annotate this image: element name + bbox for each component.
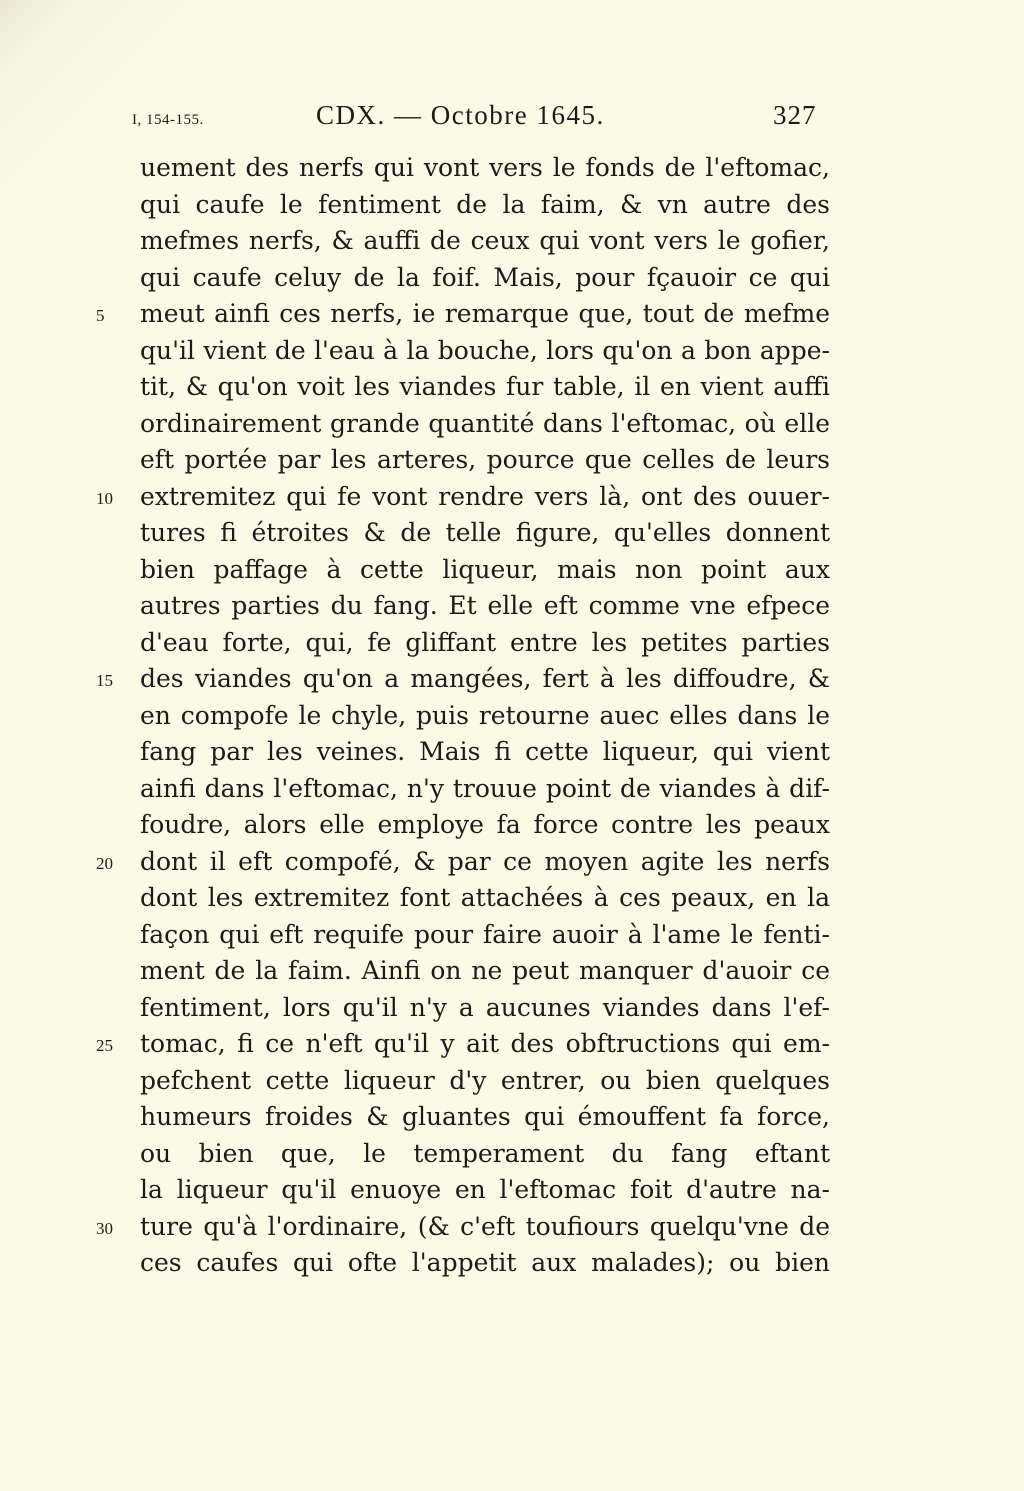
text-line [96,844,830,881]
text-line [140,1099,830,1136]
line-text: la liqueur qu'il enuoye en l'eftomac foit d'autre na- [140,1175,830,1204]
line-number: 30 [96,1218,113,1238]
text-line [96,296,830,333]
line-number: 25 [96,1036,113,1055]
text-line [140,698,830,735]
text-line [140,406,830,443]
text-line [140,442,830,479]
line-text: des viandes qu'on a mangées, fert à les diffoudre, & [140,664,830,693]
line-text: foudre, alors elle employe fa force contre les peaux [140,810,830,839]
text-line [96,1209,830,1246]
line-text: extremitez qui fe vont rendre vers là, ont des ouuer- [140,481,830,511]
line-text: tures fi étroites & de telle figure, qu'elles donnent [140,518,830,547]
line-text: ture qu'à l'ordinaire, (& c'eft toufiours quelqu'vne de [140,1211,830,1241]
text-line [140,187,830,224]
line-text: fentiment, lors qu'il n'y a aucunes viandes dans l'ef- [140,992,830,1022]
line-text: ment de la faim. Ainfi on ne peut manquer d'auoir ce [140,956,830,985]
line-text: qui caufe le fentiment de la faim, & vn autre des [140,189,830,219]
text-line [140,588,830,625]
text-line [140,734,830,771]
text-line [140,1172,830,1209]
text-line [96,1026,830,1063]
text-line [96,661,830,698]
line-text: tomac, fi ce n'eft qu'il y ait des obftructions qui em- [140,1029,830,1058]
line-text: en compofe le chyle, puis retourne auec elles dans le [140,700,830,730]
line-text: eft portée par les arteres, pource que celles de leurs [140,445,830,474]
line-text: qui caufe celuy de la foif. Mais, pour fçauoir ce qui [140,262,830,292]
text-line [140,1136,830,1173]
text-line [140,223,830,260]
line-number: 10 [96,488,113,508]
text-line [140,333,830,370]
line-text: dont il eft compofé, & par ce moyen agite les nerfs [140,846,830,876]
line-text: ou bien que, le temperament du fang eftant [140,1138,830,1168]
letter-title: CDX. — Octobre 1645. [316,100,605,130]
running-header [0,98,1024,138]
text-line [140,1245,830,1282]
text-line [140,150,830,187]
line-text: façon qui eft requife pour faire auoir à l'ame le fenti- [140,919,830,949]
line-text: ainfi dans l'eftomac, n'y trouue point de viandes à dif- [140,773,830,803]
line-text: pefchent cette liqueur d'y entrer, ou bien quelques [140,1065,830,1095]
text-line [140,771,830,808]
line-text: ces caufes qui ofte l'appetit aux malades); ou bien [140,1248,830,1277]
text-line [140,260,830,297]
line-number: 15 [96,671,113,690]
text-line [140,807,830,844]
line-number: 5 [96,306,105,325]
line-text: humeurs froides & gluantes qui émouffent fa force, [140,1102,830,1131]
line-text: uement des nerfs qui vont vers le fonds de l'eftomac, [140,153,830,182]
text-line [140,917,830,954]
text-line [140,953,830,990]
text-line [140,515,830,552]
text-line [96,479,830,516]
letter-body [96,150,830,1282]
text-line [140,369,830,406]
text-line [140,552,830,589]
line-text: dont les extremitez font attachées à ces peaux, en la [140,883,830,912]
text-line [140,990,830,1027]
line-text: d'eau forte, qui, fe gliffant entre les petites parties [140,627,830,657]
line-text: bien paffage à cette liqueur, mais non point aux [140,554,830,584]
line-number: 20 [96,853,113,873]
line-text: ordinairement grande quantité dans l'eftomac, où elle [140,408,830,438]
line-text: mefmes nerfs, & auffi de ceux qui vont vers le gofier, [140,226,830,255]
line-text: autres parties du fang. Et elle eft comme vne efpece [140,591,830,620]
line-text: meut ainfi ces nerfs, ie remarque que, tout de mefme [140,299,830,328]
line-text: fang par les veines. Mais fi cette liqueur, qui vient [140,737,830,766]
text-line [140,625,830,662]
page-number: 327 [773,100,817,130]
line-text: qu'il vient de l'eau à la bouche, lors qu'on a bon appe- [140,335,830,365]
text-line [140,880,830,917]
text-line [140,1063,830,1100]
volume-reference: I, 154-155. [132,112,204,128]
line-text: tit, & qu'on voit les viandes fur table, il en vient auffi [140,372,830,401]
